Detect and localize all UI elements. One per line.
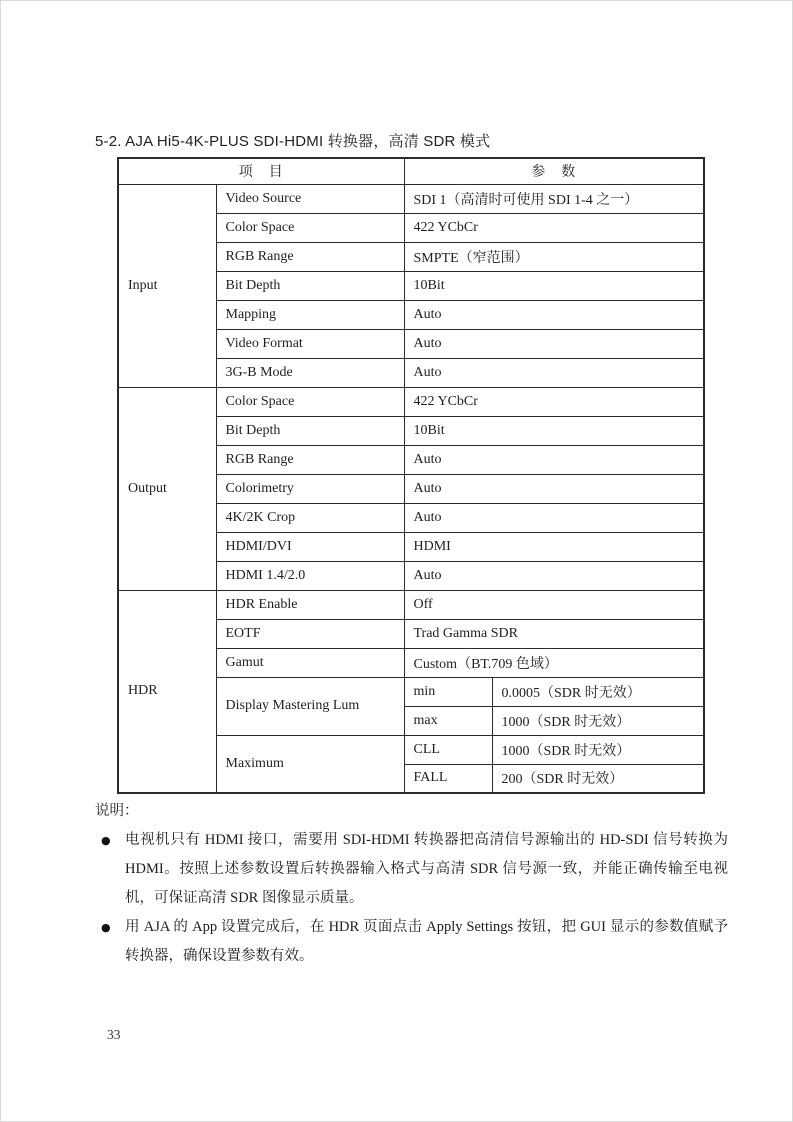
bullet-icon: ● (101, 921, 111, 934)
section-title: 5-2. AJA Hi5-4K-PLUS SDI-HDMI 转换器，高清 SDR 模式 (95, 133, 491, 150)
item-label-cell: Video Format (216, 329, 404, 358)
note-text: 电视机只有 HDMI 接口，需要用 SDI-HDMI 转换器把高清信号源输出的 HD-SDI 信号转换为 HDMI。按照上述参数设置后转换器输入格式与高清 SDR 信号源一致，并能正确传输至电视机，可保证高清 SDR 图像显示质量。 (125, 832, 728, 906)
header-param-cell: 参 数 (404, 158, 704, 184)
note-item (95, 826, 728, 913)
param-value-cell: 1000（SDR 时无效） (492, 735, 704, 764)
group-cell: HDR (118, 590, 216, 793)
param-value-cell: Auto (404, 358, 704, 387)
item-label-cell: 3G-B Mode (216, 358, 404, 387)
settings-table (117, 157, 705, 794)
item-label-cell: Video Source (216, 184, 404, 213)
sub-label-cell: CLL (404, 735, 492, 764)
group-cell: Output (118, 387, 216, 590)
bullet-icon: ● (101, 834, 111, 847)
param-value-cell: 10Bit (404, 271, 704, 300)
item-label-cell: RGB Range (216, 242, 404, 271)
table-row (118, 387, 704, 416)
item-label-cell: Display Mastering Lum (216, 677, 404, 735)
notes-list (95, 826, 728, 971)
sub-label-cell: FALL (404, 764, 492, 793)
param-value-cell: 422 YCbCr (404, 387, 704, 416)
item-label-cell: HDR Enable (216, 590, 404, 619)
sub-label-cell: max (404, 706, 492, 735)
param-value-cell: Custom（BT.709 色域） (404, 648, 704, 677)
param-value-cell: 200（SDR 时无效） (492, 764, 704, 793)
item-label-cell: 4K/2K Crop (216, 503, 404, 532)
item-label-cell: HDMI/DVI (216, 532, 404, 561)
note-item (95, 913, 728, 971)
sub-label-cell: min (404, 677, 492, 706)
item-label-cell: Color Space (216, 387, 404, 416)
item-label-cell: Bit Depth (216, 416, 404, 445)
param-value-cell: HDMI (404, 532, 704, 561)
param-value-cell: Auto (404, 329, 704, 358)
notes-section (95, 797, 728, 971)
param-value-cell: Off (404, 590, 704, 619)
param-value-cell: SMPTE（窄范围） (404, 242, 704, 271)
table-header-row (118, 158, 704, 184)
param-value-cell: 10Bit (404, 416, 704, 445)
param-value-cell: SDI 1（高清时可使用 SDI 1-4 之一） (404, 184, 704, 213)
param-value-cell: Auto (404, 445, 704, 474)
notes-heading: 说明： (95, 803, 139, 819)
item-label-cell: Gamut (216, 648, 404, 677)
item-label-cell: RGB Range (216, 445, 404, 474)
item-label-cell: Maximum (216, 735, 404, 793)
table-body (118, 184, 704, 793)
item-label-cell: Mapping (216, 300, 404, 329)
item-label-cell: Bit Depth (216, 271, 404, 300)
item-label-cell: EOTF (216, 619, 404, 648)
page-number: 33 (107, 1027, 121, 1042)
param-value-cell: 0.0005（SDR 时无效） (492, 677, 704, 706)
table-header (118, 158, 704, 184)
param-value-cell: Auto (404, 503, 704, 532)
param-value-cell: Auto (404, 561, 704, 590)
param-value-cell: 422 YCbCr (404, 213, 704, 242)
item-label-cell: Color Space (216, 213, 404, 242)
item-label-cell: Colorimetry (216, 474, 404, 503)
note-text: 用 AJA 的 App 设置完成后，在 HDR 页面点击 Apply Settings 按钮，把 GUI 显示的参数值赋予转换器，确保设置参数有效。 (125, 919, 728, 964)
param-value-cell: 1000（SDR 时无效） (492, 706, 704, 735)
item-label-cell: HDMI 1.4/2.0 (216, 561, 404, 590)
table-row (118, 590, 704, 619)
header-item-cell: 项 目 (118, 158, 404, 184)
param-value-cell: Trad Gamma SDR (404, 619, 704, 648)
table-row (118, 184, 704, 213)
param-value-cell: Auto (404, 474, 704, 503)
param-value-cell: Auto (404, 300, 704, 329)
group-cell: Input (118, 184, 216, 387)
